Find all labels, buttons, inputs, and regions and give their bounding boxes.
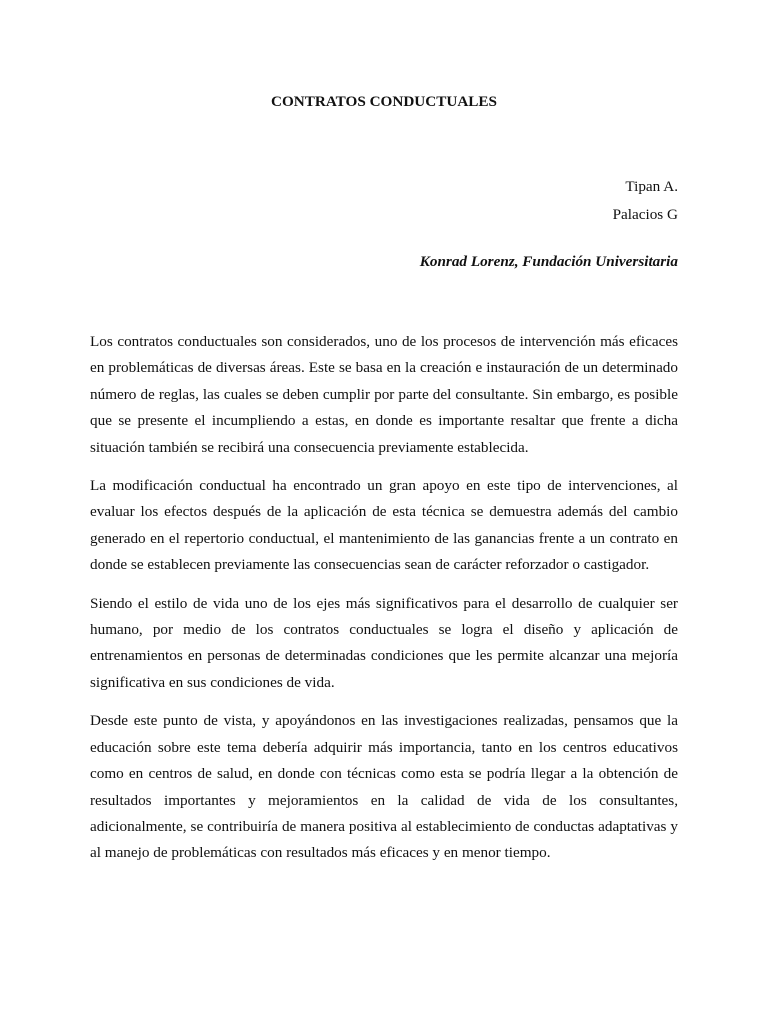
author-affiliation: Konrad Lorenz, Fundación Universitaria [419,253,678,270]
body-paragraph: Los contratos conductuales son considerados, uno de los procesos de intervención más eficaces en problemáticas de diversas áreas. Este se basa en la creación e instauración de un determinado número de reglas, las cuales se deben cumplir por parte del consultante. Sin embargo, es posible que se presente el incumpliendo a estas, en donde es importante resaltar que frente a dicha situación también se recibirá una consecuencia previamente establecida. [90,333,678,456]
author-list [613,173,678,229]
document-title: CONTRATOS CONDUCTUALES [270,93,498,110]
body-paragraph: Desde este punto de vista, y apoyándonos en las investigaciones realizadas, pensamos que la educación sobre este tema debería adquirir más importancia, tanto en los centros educativos como en centros de salud, en donde con técnicas como esta se podría llegar a la obtención de resultados importantes y mejoramientos en la calidad de vida de los consultantes, adicionalmente, se contribuiría de manera positiva al establecimiento de conductas adaptativas y al manejo de problemáticas con resultados más eficaces y en menor tiempo. [90,712,678,862]
author-name: Tipan A. [625,178,678,195]
author-name: Palacios G [612,206,678,223]
document-body [90,329,678,879]
body-paragraph: Siendo el estilo de vida uno de los ejes más significativos para el desarrollo de cualquier ser humano, por medio de los contratos conductuales se logra el diseño y aplicación de entrenamientos en personas de determinadas condiciones que les permite alcanzar una mejoría significativa en sus condiciones de vida. [90,594,678,691]
body-paragraph: La modificación conductual ha encontrado un gran apoyo en este tipo de intervenciones, al evaluar los efectos después de la aplicación de esta técnica se demuestra además del cambio generado en el repertorio conductual, el mantenimiento de las ganancias frente a un contrato en donde se establecen previamente las consecuencias sean de carácter reforzador o castigador. [90,477,678,574]
